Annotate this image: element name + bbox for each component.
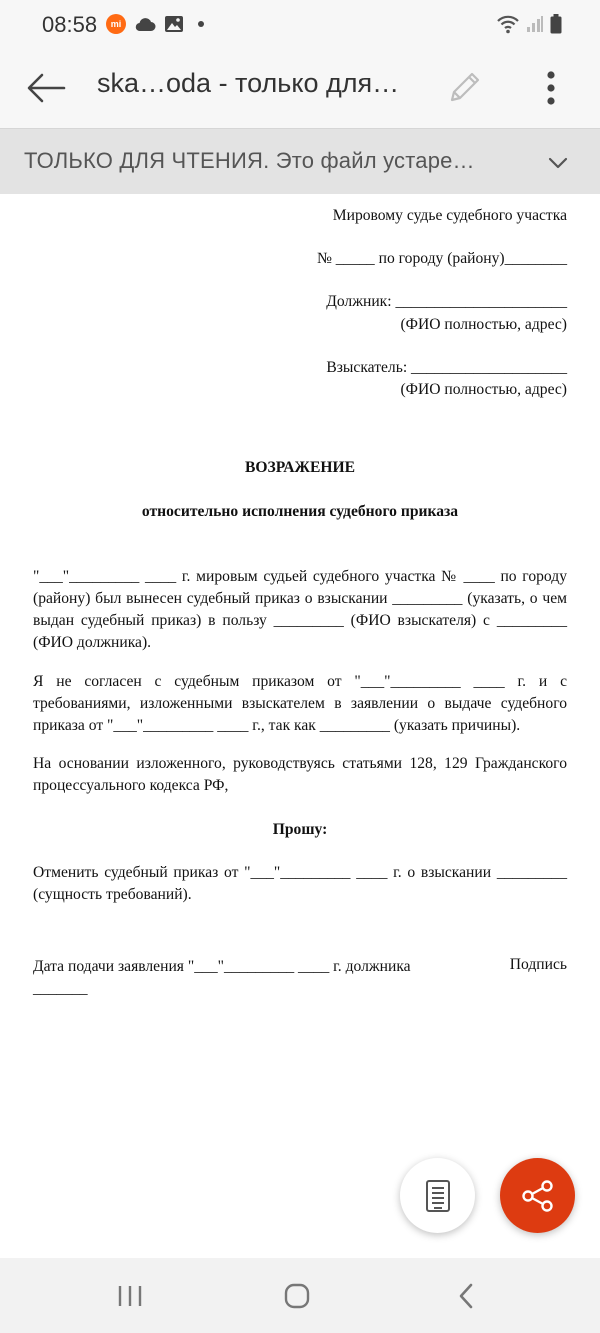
- reader-mode-button[interactable]: [400, 1158, 475, 1233]
- back-arrow-icon: [26, 72, 66, 104]
- signature-label: Подпись: [509, 956, 567, 973]
- home-icon: [283, 1282, 311, 1310]
- request-heading: Прошу:: [272, 821, 328, 838]
- claimant-hint: (ФИО полностью, адрес): [400, 381, 567, 398]
- paragraph-request: Отменить судебный приказ от "___"_________ ____ г. о взыскании _________ (сущность требований).: [33, 864, 567, 903]
- court-district-line: № _____ по городу (району)________: [316, 250, 567, 267]
- paragraph-order-info: "___"_________ ____ г. мировым судьей судебного участка № ____ по городу (району) был вынесен судебный приказ о взыскании _________ (указать, о чем выдан судебный приказ) в пользу _________ (ФИО взыскателя) с _________ (ФИО должника).: [33, 568, 567, 651]
- status-time: 08:58: [42, 12, 98, 37]
- readonly-banner-text: ТОЛЬКО ДЛЯ ЧТЕНИЯ. Это файл устаре…: [24, 148, 475, 173]
- mi-notification-icon: mi: [106, 14, 126, 34]
- paragraph-legal-basis: На основании изложенного, руководствуясь статьями 128, 129 Гражданского процессуального кодекса РФ,: [33, 755, 567, 794]
- recent-apps-icon: [117, 1284, 143, 1308]
- addressee-line: Мировому судье судебного участка: [332, 207, 567, 224]
- recent-apps-button[interactable]: [106, 1272, 154, 1320]
- document-title: ska…oda - только для…: [97, 68, 400, 98]
- debtor-line: Должник: ______________________: [326, 293, 567, 310]
- cloud-icon: [134, 16, 156, 32]
- signal-icon: [526, 15, 544, 33]
- home-button[interactable]: [273, 1272, 321, 1320]
- more-vert-icon: [546, 71, 556, 105]
- status-icons-right: [496, 14, 562, 34]
- battery-icon: [550, 14, 562, 34]
- share-icon: [521, 1179, 555, 1213]
- status-bar: [0, 0, 600, 52]
- edit-button[interactable]: [440, 64, 488, 112]
- chevron-down-icon: [548, 157, 568, 169]
- nav-back-button[interactable]: [442, 1272, 490, 1320]
- reader-mode-icon: [425, 1179, 451, 1213]
- paragraph-disagreement: Я не согласен с судебным приказом от "___"_________ ____ г. и с требованиями, изложенными взыскателем в заявлении о выдаче судебного приказа от "___"_________ ____ г., так как _________ (указать причины).: [33, 673, 567, 734]
- status-icons-left: [106, 14, 204, 34]
- navigation-bar: [0, 1258, 600, 1333]
- document-subheading: относительно исполнения судебного приказа: [141, 503, 459, 520]
- document-view[interactable]: [0, 194, 600, 1258]
- readonly-banner[interactable]: [0, 128, 600, 194]
- claimant-line: Взыскатель: ____________________: [326, 359, 567, 376]
- wifi-icon: [496, 14, 520, 34]
- pencil-icon: [446, 70, 482, 106]
- debtor-hint: (ФИО полностью, адрес): [400, 316, 567, 333]
- back-icon: [457, 1282, 475, 1310]
- banner-expand-button[interactable]: [540, 145, 576, 181]
- back-button[interactable]: [22, 64, 70, 112]
- signature-date-line: Дата подачи заявления "___"_________ ____ г. должника _______: [33, 958, 411, 997]
- document-heading: ВОЗРАЖЕНИЕ: [244, 459, 356, 476]
- more-options-button[interactable]: [527, 64, 575, 112]
- toolbar: [0, 52, 600, 128]
- image-icon: [164, 15, 184, 33]
- share-button[interactable]: [500, 1158, 575, 1233]
- dot-icon: [198, 21, 204, 27]
